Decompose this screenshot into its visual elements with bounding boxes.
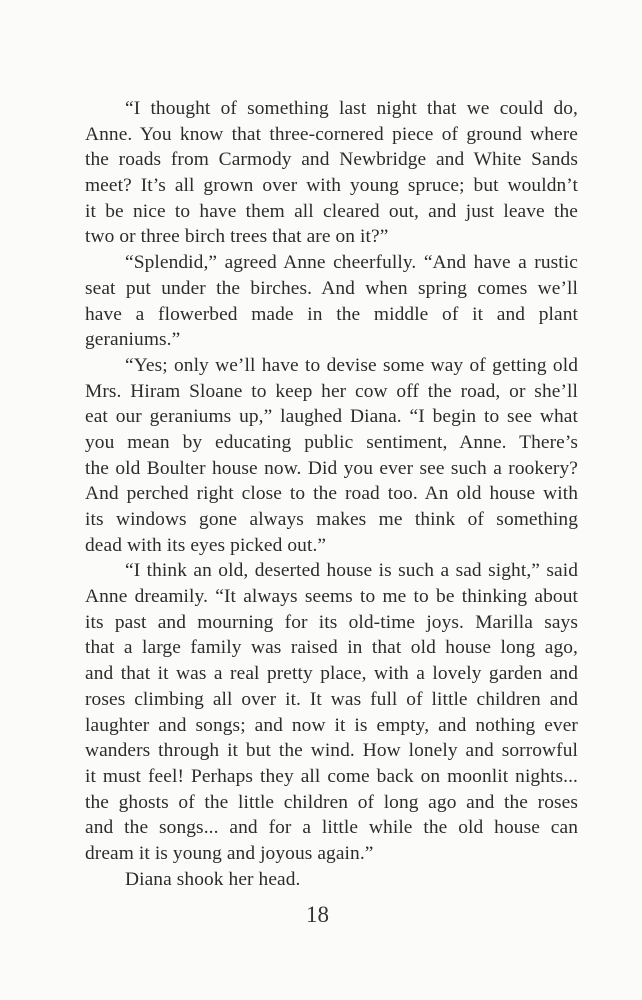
text-block — [85, 96, 578, 892]
text-line: the ghosts of the little children of long ago and the roses — [85, 791, 578, 813]
text-line: Diana shook her head. — [125, 868, 301, 890]
text-line: “I think an old, deserted house is such a sad sight,” said — [125, 560, 578, 582]
text-line: Anne dreamily. “It always seems to me to be thinking about — [85, 586, 578, 608]
text-line: “I thought of something last night that we could do, — [125, 98, 578, 119]
text-line: wanders through it but the wind. How lonely and sorrowful — [85, 740, 578, 762]
text-line: its windows gone always makes me think of something — [85, 509, 578, 530]
paragraph — [85, 558, 578, 866]
text-line: eat our geraniums up,” laughed Diana. “I begin to see what — [85, 406, 578, 428]
paragraph — [85, 867, 578, 893]
paragraph — [85, 96, 578, 250]
text-line: have a flowerbed made in the middle of it and plant — [85, 303, 578, 325]
text-line: the old Boulter house now. Did you ever see such a rookery? — [85, 457, 578, 479]
text-line: geraniums.” — [85, 329, 181, 351]
text-line: dream it is young and joyous again.” — [85, 842, 374, 864]
text-line: that a large family was raised in that old house long ago, — [85, 637, 578, 659]
text-line: “Yes; only we’ll have to devise some way of getting old — [125, 354, 578, 376]
text-line: “Splendid,” agreed Anne cheerfully. “And have a rustic — [125, 252, 578, 274]
text-line: roses climbing all over it. It was full of little children and — [85, 688, 578, 710]
text-line: it must feel! Perhaps they all come back on moonlit nights... — [85, 765, 578, 787]
text-line: laughter and songs; and now it is empty, and nothing ever — [85, 714, 578, 736]
text-line: Anne. You know that three-cornered piece of ground where — [85, 123, 578, 145]
text-line: and the songs... and for a little while the old house can — [85, 817, 578, 839]
text-line: two or three birch trees that are on it?” — [85, 226, 389, 248]
text-line: dead with its eyes picked out.” — [85, 534, 327, 556]
text-line: Mrs. Hiram Sloane to keep her cow off the road, or she’ll — [85, 380, 578, 402]
text-line: And perched right close to the road too. An old house with — [85, 483, 578, 505]
text-line: and that it was a real pretty place, with a lovely garden and — [85, 663, 578, 685]
text-line: it be nice to have them all cleared out, and just leave the — [85, 200, 578, 222]
paragraph — [85, 250, 578, 353]
paragraph — [85, 353, 578, 559]
text-line: you mean by educating public sentiment, Anne. There’s — [85, 431, 578, 453]
text-line: seat put under the birches. And when spring comes we’ll — [85, 277, 578, 299]
page-number: 18 — [306, 902, 329, 927]
text-line: the roads from Carmody and Newbridge and White Sands — [85, 149, 578, 171]
text-line: its past and mourning for its old-time joys. Marilla says — [85, 611, 578, 633]
text-line: meet? It’s all grown over with young spruce; but wouldn’t — [85, 175, 578, 197]
